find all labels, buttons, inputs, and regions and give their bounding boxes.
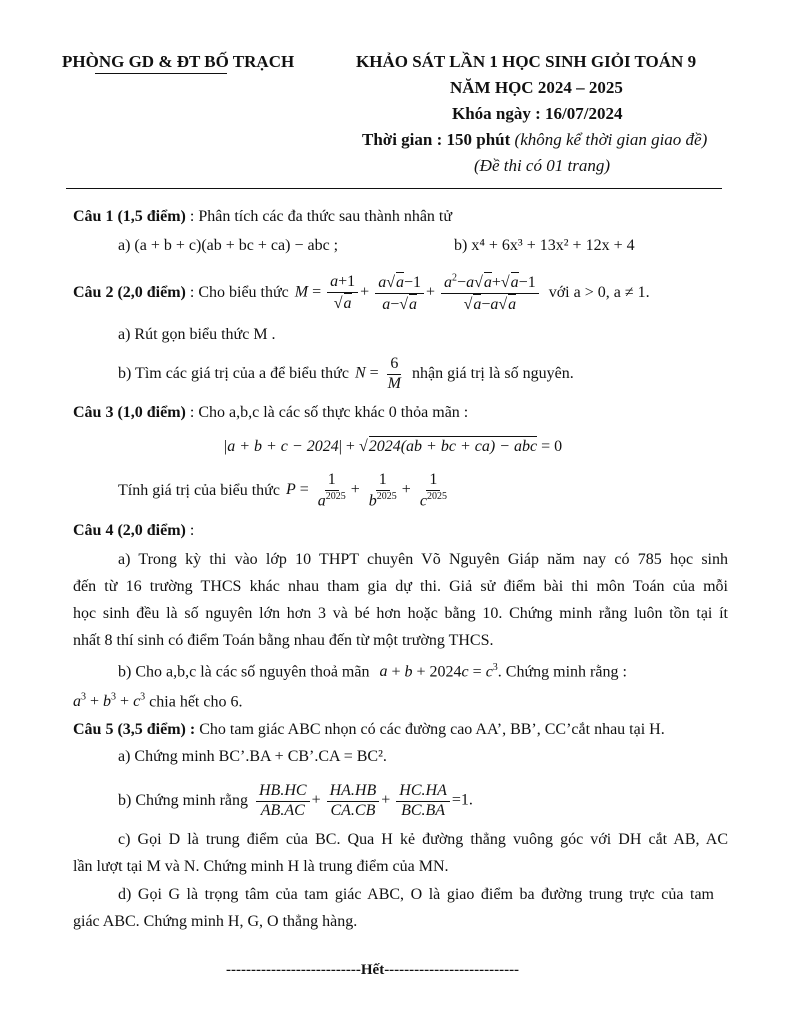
q4-b-condition: a [379,663,388,681]
end-marker: ---------------------------Hết--------------------------- [226,962,520,978]
q4-b-line1: b) Cho a,b,c là các số nguyên thoả mãn $a + b + 2024c = c^3$. Chứng minh rằng : [118,662,627,681]
q4-b-tail: . Chứng minh rằng : [497,663,627,681]
q4-b-conclusion: chia hết cho 6. [149,693,243,711]
q4-a-line2: đến từ 16 trường THCS khác nhau tham gia dự thi. Giả sử điểm bài thi môn Toán của mỗi [73,578,728,595]
q4-colon: : [189,522,195,539]
q4-a-line3: học sinh đều là số nguyên lớn hơn 3 và bé hơn hoặc bằng 10. Chứng minh rằng luôn tồn tại ít [73,605,728,622]
q3-eq-abs: a + b + c − 2024 [227,438,339,455]
q2-intro: : Cho biểu thức [189,284,289,301]
q2-part-a: a) Rút gọn biểu thức M . [118,326,276,343]
q5-c-line2: lần lượt tại M và N. Chứng minh H là trung điểm của MN. [73,858,449,875]
q2-part-b-tail: nhận giá trị là số nguyên. [411,365,574,382]
q5-d-line1: d) Gọi G là trọng tâm của tam giác ABC, O là giao điểm ba đường trung trực của tam [118,886,714,903]
q5-part-b [118,778,473,824]
q3-line [73,404,468,422]
q2-expression-m: M = $\frac{a+1}{√a}$ + $\frac{a√a-1}{a-√a}$ + $\frac{a^2-a√a+√a-1}{√a-a√a}$ [295,272,541,314]
q2-expression-n: N = $\frac{6}{M}$ [354,355,401,392]
q2-label: Câu 2 (2,0 điểm) [73,284,186,301]
q5-line [73,721,665,739]
q5-d-line2: giác ABC. Chứng minh H, G, O thẳng hàng. [73,913,358,930]
q3-task-text: Tính giá trị của biểu thức [118,482,280,499]
q3-equation: |a + b + c − 2024| + √2024(ab + bc + ca) − abc = 0 [224,438,563,455]
q1-part-b: b) x⁴ + 6x³ + 13x² + 12x + 4 [454,237,635,254]
q4-b-line2 [73,692,242,711]
q1-label: Câu 1 (1,5 điểm) [73,208,186,225]
exam-time-note: (không kể thời gian giao đề) [514,130,708,149]
q5-label: Câu 5 (3,5 điểm) : [73,721,196,738]
q5-c-line1: c) Gọi D là trung điểm của BC. Qua H kẻ đường thẳng vuông góc với DH cắt AB, AC [118,831,728,848]
header-rule [66,188,722,189]
q4-a-line1: a) Trong kỳ thi vào lớp 10 THPT chuyên Võ Nguyên Giáp năm nay có 785 học sinh [118,551,728,568]
q4-a-line4: nhất 8 thí sinh có điểm Toán bằng nhau đến từ một trường THCS. [73,632,494,649]
q1-part-a: a) (a + b + c)(ab + bc + ca) − abc ; [118,237,339,254]
q4-label: Câu 4 (2,0 điểm) [73,522,186,539]
q3-label: Câu 3 (1,0 điểm) [73,404,186,421]
q1-line [73,208,452,226]
q5-part-b-text: b) Chứng minh rằng [118,792,248,809]
q3-intro: : Cho a,b,c là các số thực khác 0 thỏa mãn : [189,404,469,421]
exam-time-line [362,130,707,150]
q2-part-b-text: b) Tìm các giá trị của a để biểu thức [118,365,349,382]
q3-eq-radicand: 2024(ab + bc + ca) − abc [368,438,538,455]
department-name: PHÒNG GD & ĐT BỐ TRẠCH [62,52,295,71]
department-underline [95,73,227,74]
q3-expression-p: P = $\frac{1}{a^{2025}}$ + $\frac{1}{b^{2025}}$ + $\frac{1}{c^{2025}}$ [285,471,447,510]
q4-line [73,522,194,540]
exam-time: Thời gian : 150 phút [362,130,511,149]
q4-b-expression: $a^3 + b^3 + c^3$ [73,692,146,711]
q2-line [73,268,650,318]
q2-condition: với a > 0, a ≠ 1. [548,284,650,301]
q5-part-a: a) Chứng minh BC’.BA + CB’.CA = BC². [118,748,387,765]
school-year: NĂM HỌC 2024 – 2025 [450,78,623,97]
exam-date: Khóa ngày : 16/07/2024 [452,104,623,123]
pages-note: (Đề thi có 01 trang) [474,156,610,175]
q4-b-text: b) Cho a,b,c là các số nguyên thoả mãn [118,663,370,681]
q1-text: : Phân tích các đa thức sau thành nhân tử [189,208,453,225]
exam-title: KHẢO SÁT LẦN 1 HỌC SINH GIỎI TOÁN 9 [356,52,697,71]
q2-part-b [118,352,574,396]
q5-intro: Cho tam giác ABC nhọn có các đường cao AA’, BB’, CC’cắt nhau tại H. [199,721,665,738]
q3-task [118,468,452,514]
q5-expression: $\frac{HB.HC}{AB.AC}$ + $\frac{HA.HB}{CA.CB}$ + $\frac{HC.HA}{BC.BA}$ =1. [254,782,473,820]
